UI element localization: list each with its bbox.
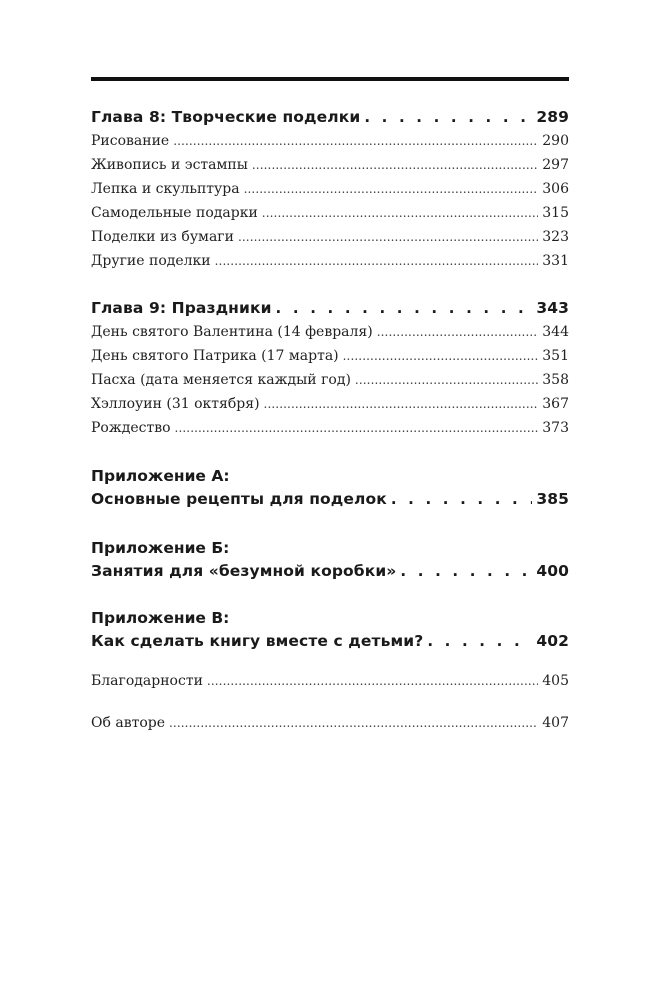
chapter-9-heading[interactable] xyxy=(91,297,569,319)
toc-entry[interactable] xyxy=(91,154,569,176)
page-number: 297 xyxy=(542,157,569,173)
entry-label: Самодельные подарки xyxy=(91,205,258,221)
dot-leader xyxy=(215,250,539,272)
toc-entry[interactable] xyxy=(91,345,569,367)
appendix-b-label: Приложение Б: xyxy=(91,539,230,557)
toc-entry[interactable] xyxy=(91,417,569,439)
toc-entry[interactable] xyxy=(91,202,569,224)
appendix-title: Занятия для «безумной коробки» xyxy=(91,562,397,580)
toc-entry[interactable] xyxy=(91,321,569,343)
entry-label: День святого Патрика (17 марта) xyxy=(91,348,339,364)
toc-entry[interactable] xyxy=(91,250,569,272)
entry-label: День святого Валентина (14 февраля) xyxy=(91,324,373,340)
dot-leader xyxy=(173,130,538,152)
dot-leader xyxy=(252,154,538,176)
entry-label: Поделки из бумаги xyxy=(91,229,234,245)
page-number: 331 xyxy=(542,253,569,269)
appendix-c-heading[interactable] xyxy=(91,630,569,652)
dot-leader xyxy=(207,670,538,692)
page-number: 306 xyxy=(542,181,569,197)
page-number: 405 xyxy=(542,673,569,689)
dot-leader xyxy=(343,345,539,367)
dot-leader xyxy=(175,417,539,439)
appendix-a-label: Приложение А: xyxy=(91,467,230,485)
dot-leader xyxy=(276,297,533,319)
entry-label: Об авторе xyxy=(91,715,166,731)
page-number: 289 xyxy=(536,108,569,126)
page-number: 400 xyxy=(536,562,569,580)
dot-leader xyxy=(400,560,532,582)
toc-entry[interactable] xyxy=(91,130,569,152)
page-number: 344 xyxy=(542,324,569,340)
chapter-title: Глава 8: Творческие поделки xyxy=(91,108,361,126)
dot-leader xyxy=(264,393,539,415)
acknowledgements-entry[interactable] xyxy=(91,670,569,692)
dot-leader xyxy=(377,321,539,343)
appendix-a-heading[interactable] xyxy=(91,488,569,510)
page-number: 290 xyxy=(542,133,569,149)
page-number: 367 xyxy=(542,396,569,412)
dot-leader xyxy=(244,178,539,200)
toc-entry[interactable] xyxy=(91,369,569,391)
page-number: 315 xyxy=(542,205,569,221)
dot-leader xyxy=(364,106,532,128)
page-number: 358 xyxy=(542,372,569,388)
entry-label: Лепка и скульптура xyxy=(91,181,240,197)
entry-label: Рисование xyxy=(91,133,170,149)
entry-label: Благодарности xyxy=(91,673,203,689)
page-number: 323 xyxy=(542,229,569,245)
entry-label: Рождество xyxy=(91,420,171,436)
appendix-title: Как сделать книгу вместе с детьми? xyxy=(91,632,424,650)
toc-entry[interactable] xyxy=(91,226,569,248)
entry-label: Пасха (дата меняется каждый год) xyxy=(91,372,351,388)
page-number: 385 xyxy=(536,490,569,508)
page-number: 407 xyxy=(542,715,569,731)
about-author-entry[interactable] xyxy=(91,712,569,734)
chapter-title: Глава 9: Праздники xyxy=(91,299,272,317)
page-number: 402 xyxy=(536,632,569,650)
dot-leader xyxy=(427,630,532,652)
top-rule xyxy=(91,77,569,81)
dot-leader xyxy=(262,202,538,224)
appendix-title: Основные рецепты для поделок xyxy=(91,490,387,508)
toc-entry[interactable] xyxy=(91,178,569,200)
entry-label: Другие поделки xyxy=(91,253,211,269)
dot-leader xyxy=(169,712,538,734)
dot-leader xyxy=(391,488,533,510)
dot-leader xyxy=(355,369,538,391)
page-number: 373 xyxy=(542,420,569,436)
toc-entry[interactable] xyxy=(91,393,569,415)
page-number: 351 xyxy=(542,348,569,364)
appendix-b-heading[interactable] xyxy=(91,560,569,582)
page-number: 343 xyxy=(536,299,569,317)
entry-label: Живопись и эстампы xyxy=(91,157,248,173)
appendix-c-label: Приложение В: xyxy=(91,609,230,627)
entry-label: Хэллоуин (31 октября) xyxy=(91,396,260,412)
chapter-8-heading[interactable] xyxy=(91,106,569,128)
dot-leader xyxy=(238,226,538,248)
